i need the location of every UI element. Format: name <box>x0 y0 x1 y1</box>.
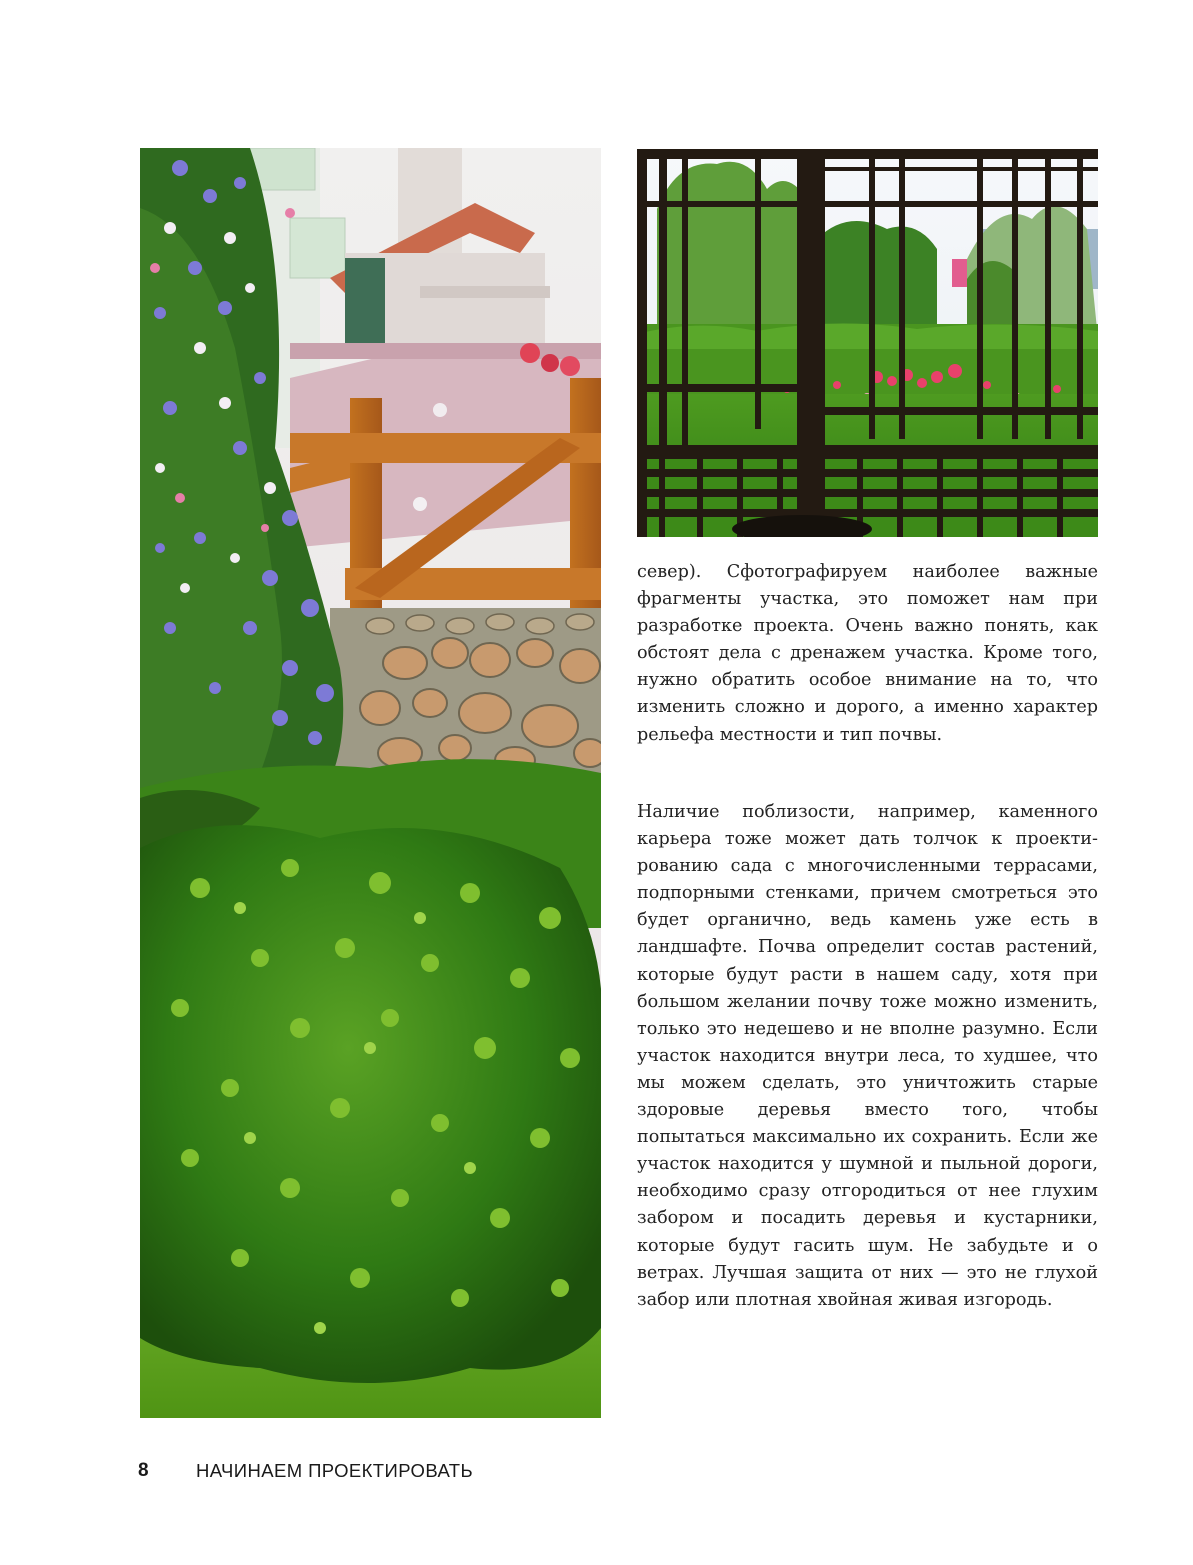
page-number: 8 <box>138 1460 149 1481</box>
body-paragraph-2: Наличие поблизости, например, каменного карьера тоже может дать толчок к проектированию сада с многочисленными террасами, подпорными стенками, причем смотреться это будет органично, ведь камень уже есть в ландшафте. Почва определит состав растений, которые будут расти в нашем саду, хотя при большом желании почву тоже можно изменить, только это недешево и не вполне разумно. Если участок находится внутри леса, то худшее, что мы можем сделать, это уничтожить старые здоровые деревья вместо того, чтобы попытаться максимально их сохранить. Если же участок находится у шумной и пыльной дороги, необходимо сразу отгородиться от нее глухим забором и посадить деревья и кустарники, которые будут гасить шум. Не забудьте и о ветрах. Лучшая защита от них — это не глухой забор или плотная хвойная живая изгородь. <box>637 802 1098 1310</box>
page-footer <box>138 1458 473 1484</box>
garden-photo-left <box>140 148 601 1418</box>
pergola-photo-right <box>637 149 1098 537</box>
body-paragraph-1: север). Сфотографируем наиболее важные фрагменты участка, это поможет нам при разработке проекта. Очень важно понять, как обстоят дела с дренажем участка. Кроме того, нужно обратить особое внимание на то, что изменить сложно и дорого, а именно характер рельефа местности и тип почвы. <box>637 562 1098 745</box>
running-head: НАЧИНАЕМ ПРОЕКТИРОВАТЬ <box>196 1460 473 1481</box>
